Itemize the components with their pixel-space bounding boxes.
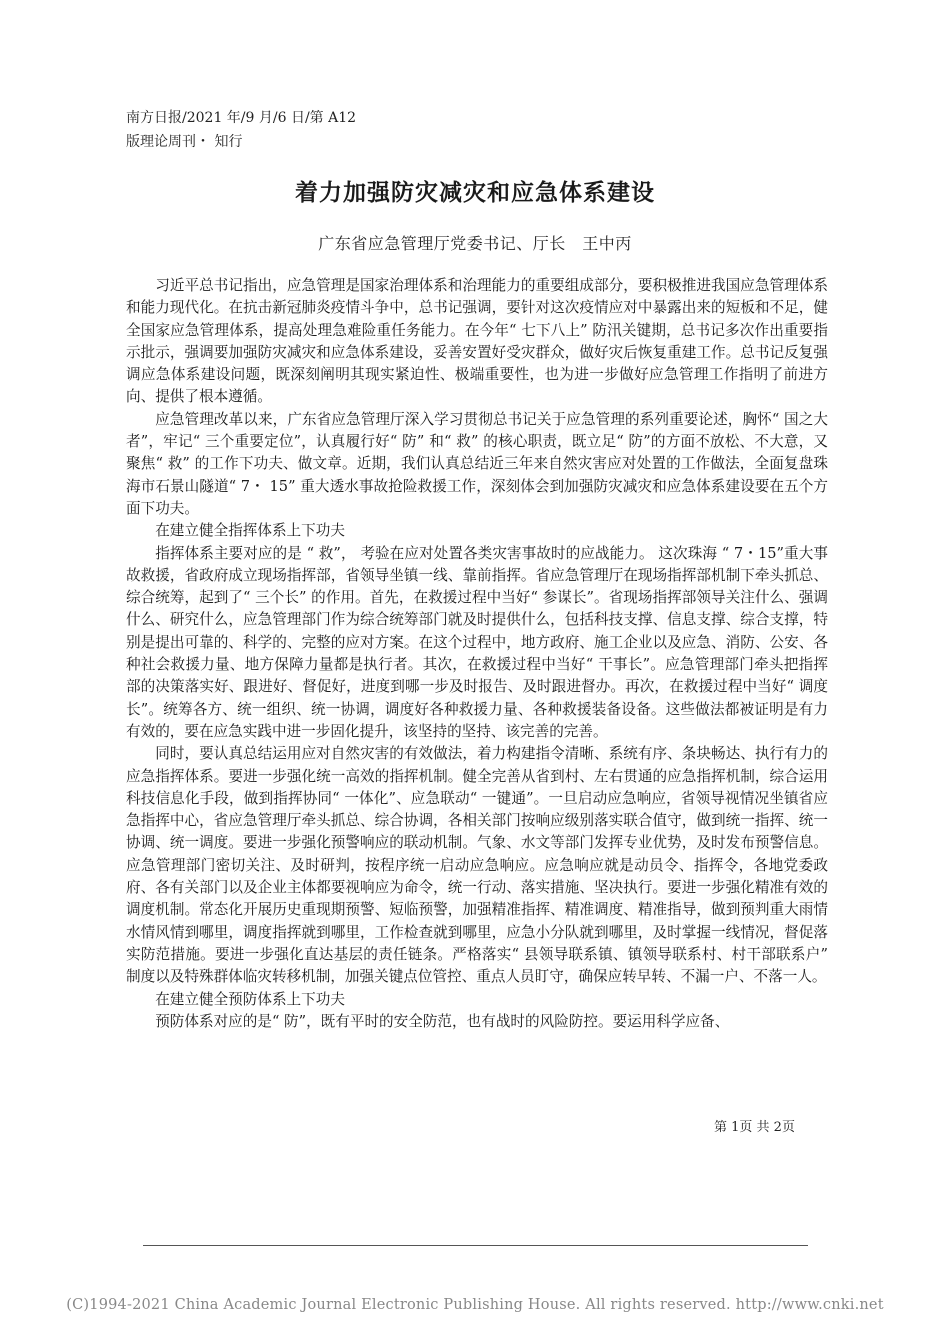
article-author: 广东省应急管理厅党委书记、厅长 王中丙	[318, 234, 632, 253]
footer-divider	[143, 1245, 808, 1246]
paragraph: 应急管理改革以来，广东省应急管理厅深入学习贯彻总书记关于应急管理的系列重要论述，胸怀“ 国之大者”，牢记“ 三个重要定位”，认真履行好“ 防” 和“ 救” 的核心职责，既立足“ 防”的方面不放松、不大意，又聚焦“ 救” 的工作下功夫、做文章。近期，我们认真总结近三年来自然灾害应对处置的工作做法，全面复盘珠海市石景山隧道“ 7・ 15” 重大透水事故抢险救援工作，深刻体会到加强防灾减灾和应急体系建设要在五个方面下功夫。	[126, 410, 828, 517]
publication-source: 南方日报/2021 年/9 月/6 日/第 A12	[126, 110, 357, 126]
publication-header	[126, 106, 356, 154]
publication-column: 版理论周刊・ 知行	[126, 134, 243, 150]
copyright-notice: (C)1994-2021 China Academic Journal Electronic Publishing House. All rights reserved. http://www.cnki.net	[66, 1297, 884, 1313]
page-number: 第 1页 共 2页	[714, 1120, 795, 1135]
paragraph: 预防体系对应的是“ 防”，既有平时的安全防范，也有战时的风险防控。要运用科学应备、	[155, 1012, 730, 1030]
article-body	[126, 275, 828, 1033]
section-heading: 在建立健全预防体系上下功夫	[155, 990, 345, 1008]
paragraph: 同时，要认真总结运用应对自然灾害的有效做法，着力构建指令清晰、系统有序、条块畅达、执行有力的应急指挥体系。要进一步强化统一高效的指挥机制。健全完善从省到村、左右贯通的应急指挥机制，综合运用科技信息化手段，做到指挥协同“ 一体化”、应急联动“ 一键通”。一旦启动应急响应，省领导视情况坐镇省应急指挥中心，省应急管理厅牵头抓总、综合协调，各相关部门按响应级别落实联合值守，做到统一指挥、统一协调、统一调度。要进一步强化预警响应的联动机制。气象、水文等部门发挥专业优势，及时发布预警信息。应急管理部门密切关注、及时研判，按程序统一启动应急响应。应急响应就是动员令、指挥令，各地党委政府、各有关部门以及企业主体都要视响应为命令，统一行动、落实措施、坚决执行。要进一步强化精准有效的调度机制。常态化开展历史重现期预警、短临预警，加强精准指挥、精准调度、精准指导，做到预判重大雨情水情风情到哪里，调度指挥就到哪里，工作检查就到哪里，应急小分队就到哪里，及时掌握一线情况，督促落实防范措施。要进一步强化直达基层的责任链条。严格落实“ 县领导联系镇、镇领导联系村、村干部联系户” 制度以及特殊群体临灾转移机制，加强关键点位管控、重点人员盯守，确保应转早转、不漏一户、不落一人。	[126, 745, 828, 986]
paragraph: 习近平总书记指出，应急管理是国家治理体系和治理能力的重要组成部分，要积极推进我国应急管理体系和能力现代化。在抗击新冠肺炎疫情斗争中，总书记强调，要针对这次疫情应对中暴露出来的短板和不足，健全国家应急管理体系，提高处理急难险重任务能力。在今年“ 七下八上” 防汛关键期，总书记多次作出重要指示批示，强调要加强防灾减灾和应急体系建设，妥善安置好受灾群众，做好灾后恢复重建工作。总书记反复强调应急体系建设问题，既深刻阐明其现实紧迫性、极端重要性，也为进一步做好应急管理工作指明了前进方向、提供了根本遵循。	[126, 277, 828, 406]
article-title: 着力加强防灾减灾和应急体系建设	[295, 179, 655, 206]
section-heading: 在建立健全指挥体系上下功夫	[155, 522, 345, 540]
paragraph: 指挥体系主要对应的是 “ 救”， 考验在应对处置各类灾害事故时的应战能力。 这次珠海 “ 7・15”重大事故救援，省政府成立现场指挥部，省领导坐镇一线、靠前指挥。省应急管理厅在现场指挥部机制下牵头抓总、综合统筹，起到了“ 三个长” 的作用。首先，在救援过程中当好“ 参谋长”。省现场指挥部领导关注什么、强调什么、研究什么，应急管理部门作为综合统筹部门就及时提供什么，包括科技支撑、信息支撑、综合支撑，特别是提出可靠的、科学的、完整的应对方案。在这个过程中，地方政府、施工企业以及应急、消防、公安、各种社会救援力量、地方保障力量都是执行者。其次，在救援过程中当好“ 干事长”。应急管理部门牵头把指挥部的决策落实好、跟进好、督促好，进度到哪一步及时报告、及时跟进督办。再次，在救援过程中当好“ 调度长”。统筹各方、统一组织、统一协调，调度好各种救援力量、各种救援装备设备。这些做法都被证明是有力有效的，要在应急实践中进一步固化提升，该坚持的坚持、该完善的完善。	[126, 544, 828, 740]
